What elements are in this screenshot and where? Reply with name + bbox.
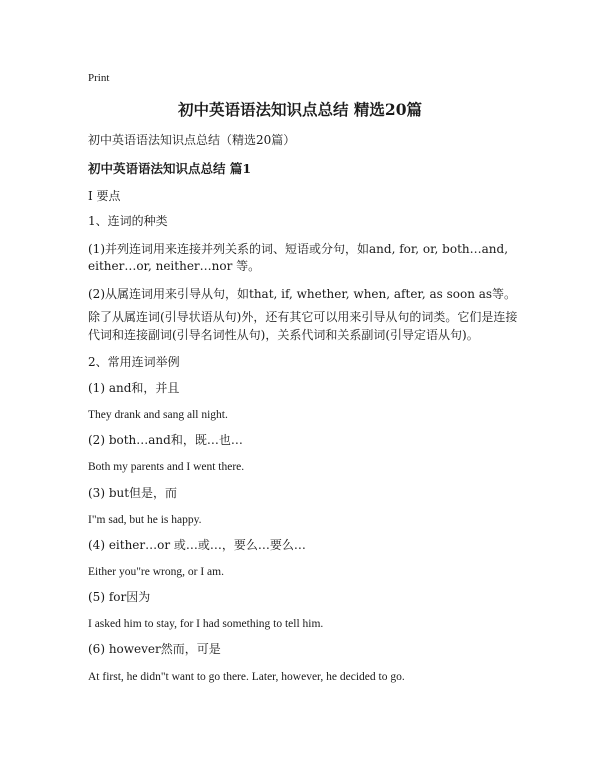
paragraph-line: 1、连词的种类 bbox=[88, 214, 168, 228]
paragraph-line: 2、常用连词举例 bbox=[88, 355, 180, 369]
paragraph-line: (3) but但是，而 bbox=[88, 486, 178, 500]
paragraph-line: 代词和连接副词(引导名词性从句)，关系代词和关系副词(引导定语从句)。 bbox=[88, 328, 479, 342]
document-title: 初中英语语法知识点总结 精选20篇 bbox=[178, 100, 422, 119]
paragraph-line: (2)从属连词用来引导从句，如that, if, whether, when, after, as soon as等。 bbox=[88, 287, 517, 301]
paragraph-line: (1)并列连词用来连接并列关系的词、短语或分句，如and, for, or, both…and, bbox=[88, 242, 509, 256]
example-sentence: Either you"re wrong, or I am. bbox=[88, 566, 224, 578]
example-sentence: At first, he didn"t want to go there. Later, however, he decided to go. bbox=[88, 671, 405, 683]
example-sentence: I"m sad, but he is happy. bbox=[88, 514, 202, 526]
paragraph-line: (4) either…or 或…或…，要么…要么… bbox=[88, 538, 306, 552]
print-label[interactable]: Print bbox=[88, 72, 110, 84]
example-sentence: They drank and sang all night. bbox=[88, 409, 228, 421]
document-subtitle: 初中英语语法知识点总结（精选20篇） bbox=[88, 133, 296, 147]
paragraph-line: (6) however然而，可是 bbox=[88, 642, 221, 656]
example-sentence: Both my parents and I went there. bbox=[88, 461, 245, 473]
paragraph-line: either…or, neither…nor 等。 bbox=[88, 259, 261, 273]
paragraph-line: 除了从属连词(引导状语从句)外，还有其它可以用来引导从句的词类。它们是连接 bbox=[88, 310, 518, 324]
paragraph-line: (5) for因为 bbox=[88, 590, 151, 604]
section-heading: 初中英语语法知识点总结 篇1 bbox=[88, 161, 252, 176]
paragraph-line: (2) both…and和，既…也… bbox=[88, 433, 243, 447]
paragraph-line: (1) and和，并且 bbox=[88, 381, 180, 395]
paragraph-line: I 要点 bbox=[88, 189, 121, 203]
example-sentence: I asked him to stay, for I had something to tell him. bbox=[88, 618, 324, 630]
